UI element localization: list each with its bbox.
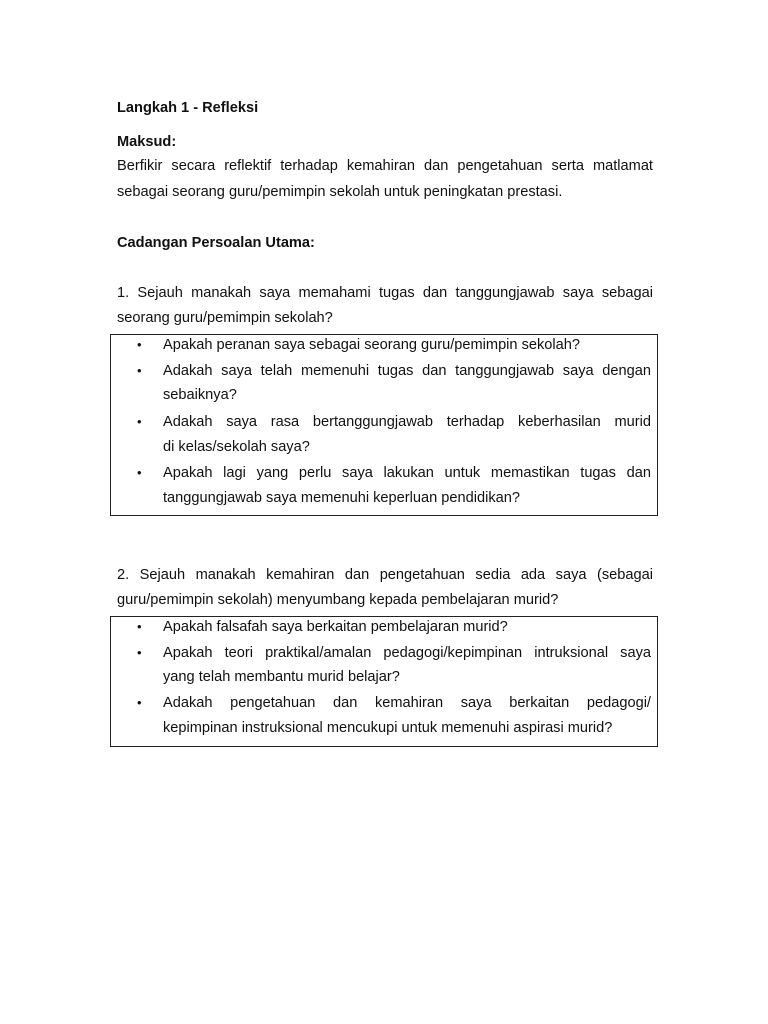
maksud-label: Maksud:: [117, 134, 177, 150]
q2-bullet-1-line-1: Apakah falsafah saya berkaitan pembelajaran murid?: [163, 619, 508, 635]
question-2-line-2: guru/pemimpin sekolah) menyumbang kepada pembelajaran murid?: [117, 592, 559, 608]
q1-bullet-4-line-1: Apakah lagi yang perlu saya lakukan untuk memastikan tugas dan: [163, 465, 651, 481]
bullet-glyph: •: [137, 619, 142, 634]
q2-bullet-2-line-2: yang telah membantu murid belajar?: [163, 669, 400, 685]
bullet-glyph: •: [137, 337, 142, 352]
bullet-glyph: •: [137, 695, 142, 710]
q1-bullet-4-line-2: tanggungjawab saya memenuhi keperluan pendidikan?: [163, 490, 520, 506]
bullet-glyph: •: [137, 363, 142, 378]
cadangan-heading: Cadangan Persoalan Utama:: [117, 235, 315, 251]
question-1-line-2: seorang guru/pemimpin sekolah?: [117, 310, 333, 326]
bullet-glyph: •: [137, 645, 142, 660]
question-1-line-1: 1. Sejauh manakah saya memahami tugas dan tanggungjawab saya sebagai: [117, 285, 653, 301]
question-2-line-1: 2. Sejauh manakah kemahiran dan pengetahuan sedia ada saya (sebagai: [117, 567, 653, 583]
section-heading: Langkah 1 - Refleksi: [117, 100, 259, 116]
q1-bullet-1-line-1: Apakah peranan saya sebagai seorang guru/pemimpin sekolah?: [163, 337, 581, 353]
q1-bullet-2-line-1: Adakah saya telah memenuhi tugas dan tanggungjawab saya dengan: [163, 363, 651, 379]
q1-bullet-3-line-1: Adakah saya rasa bertanggungjawab terhadap keberhasilan murid: [163, 414, 651, 430]
q2-bullet-3-line-2: kepimpinan instruksional mencukupi untuk memenuhi aspirasi murid?: [163, 720, 613, 736]
q1-bullet-3-line-2: di kelas/sekolah saya?: [163, 439, 310, 455]
q2-bullet-2-line-1: Apakah teori praktikal/amalan pedagogi/kepimpinan intruksional saya: [163, 645, 651, 661]
maksud-text-line-1: Berfikir secara reflektif terhadap kemahiran dan pengetahuan serta matlamat: [117, 158, 653, 174]
q1-bullet-2-line-2: sebaiknya?: [163, 387, 237, 403]
bullet-glyph: •: [137, 414, 142, 429]
q2-bullet-3-line-1: Adakah pengetahuan dan kemahiran saya berkaitan pedagogi/: [163, 695, 651, 711]
bullet-glyph: •: [137, 465, 142, 480]
maksud-text-line-2: sebagai seorang guru/pemimpin sekolah untuk peningkatan prestasi.: [117, 184, 563, 200]
